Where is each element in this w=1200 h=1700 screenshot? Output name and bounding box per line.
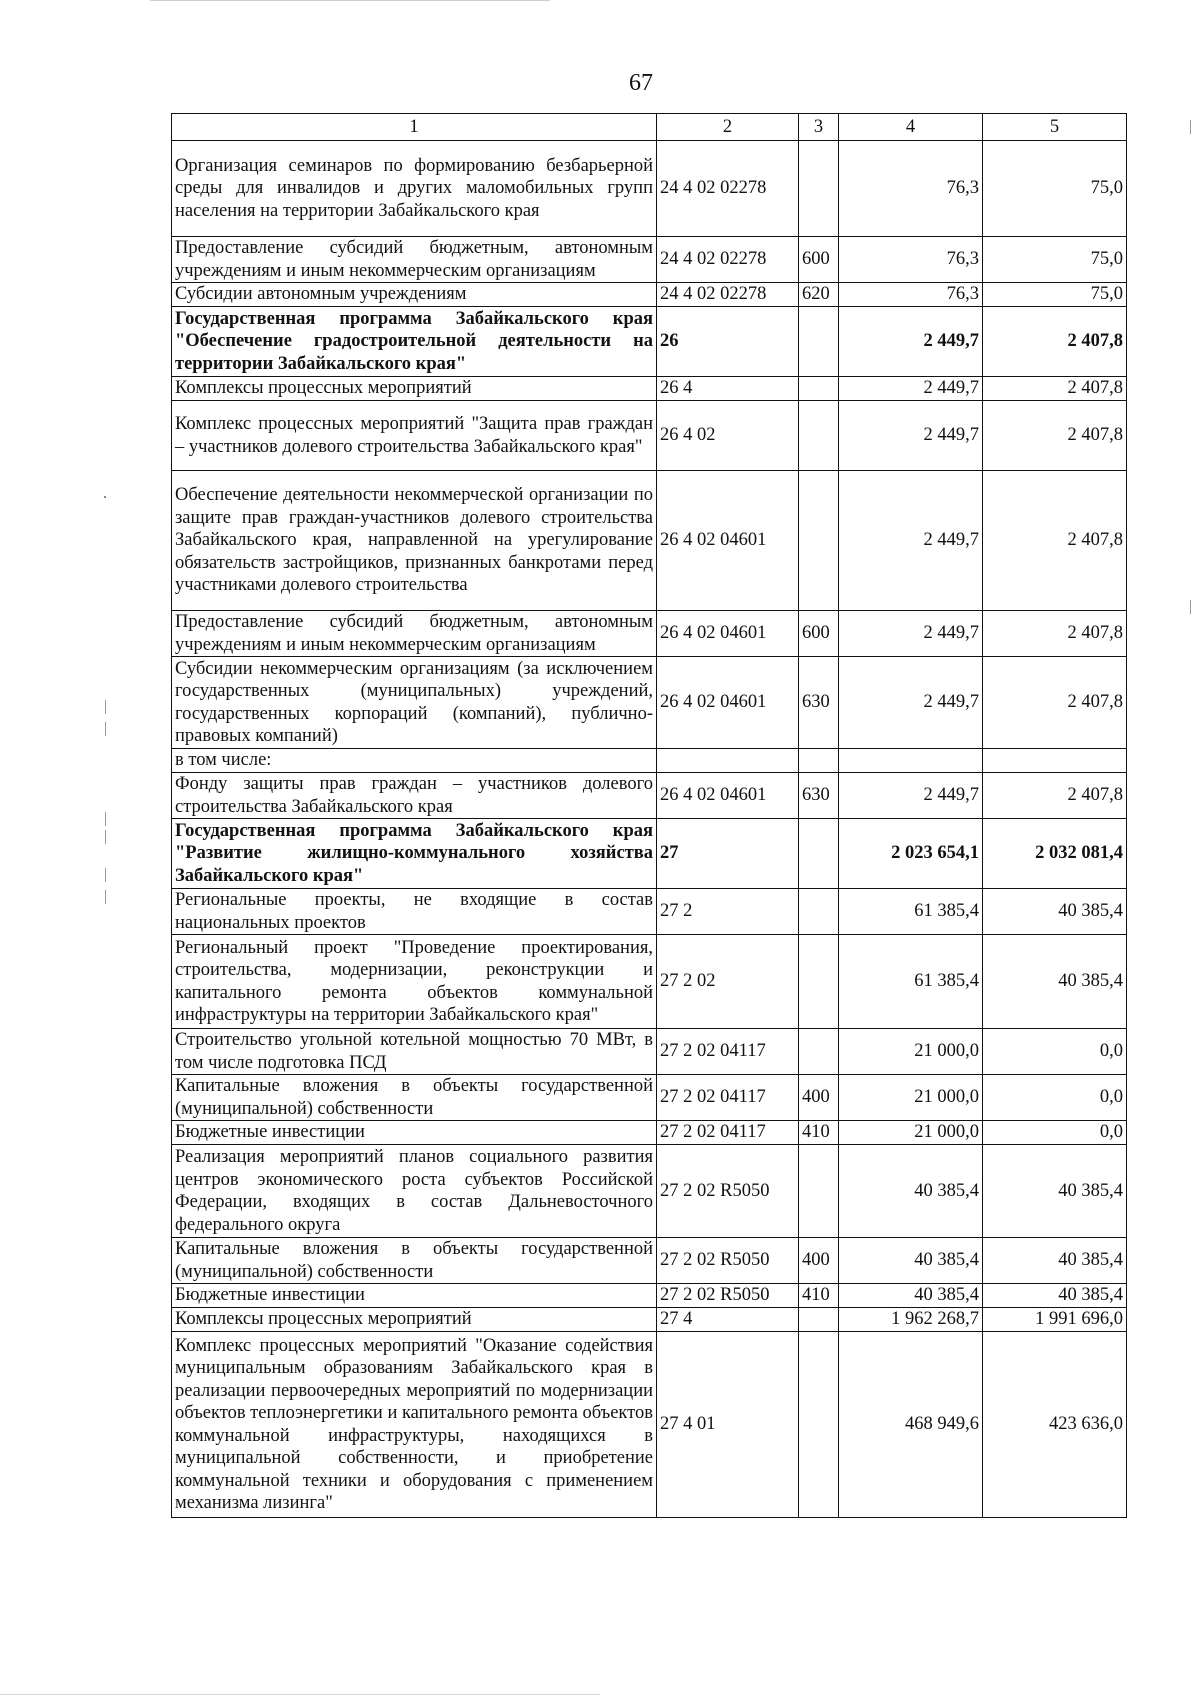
- row-amount-col4: 21 000,0: [839, 1121, 983, 1145]
- row-amount-col5: 75,0: [983, 237, 1127, 283]
- row-amount-col5: 2 407,8: [983, 657, 1127, 749]
- table-row: [172, 237, 1127, 283]
- row-name: Субсидии автономным учреждениям: [172, 283, 657, 307]
- budget-table: [171, 113, 1127, 1518]
- row-expense-type: 400: [799, 1238, 839, 1284]
- row-name: Капитальные вложения в объекты государственной (муниципальной) собственности: [172, 1075, 657, 1121]
- row-expense-type: 410: [799, 1284, 839, 1308]
- row-amount-col5: 40 385,4: [983, 1145, 1127, 1238]
- table-row: [172, 819, 1127, 889]
- row-amount-col5: 75,0: [983, 141, 1127, 237]
- row-amount-col4: 61 385,4: [839, 935, 983, 1029]
- table-row: [172, 307, 1127, 377]
- row-amount-col5: 0,0: [983, 1029, 1127, 1075]
- row-expense-type: 620: [799, 283, 839, 307]
- row-name: в том числе:: [172, 749, 657, 773]
- row-amount-col4: 40 385,4: [839, 1238, 983, 1284]
- table-row: [172, 1145, 1127, 1238]
- row-expense-type: [799, 1308, 839, 1332]
- row-expense-type: [799, 141, 839, 237]
- scan-speck: [104, 496, 106, 498]
- row-amount-col5: 2 407,8: [983, 377, 1127, 401]
- row-name: Бюджетные инвестиции: [172, 1284, 657, 1308]
- row-amount-col4: 2 449,7: [839, 377, 983, 401]
- row-amount-col4: 2 449,7: [839, 307, 983, 377]
- table-row: [172, 1308, 1127, 1332]
- header-col-3: 3: [799, 114, 839, 141]
- table-row: [172, 889, 1127, 935]
- row-code: 27 2 02: [657, 935, 799, 1029]
- row-code: 24 4 02 02278: [657, 283, 799, 307]
- row-amount-col5: 1 991 696,0: [983, 1308, 1127, 1332]
- row-amount-col5: 2 032 081,4: [983, 819, 1127, 889]
- row-code: 26: [657, 307, 799, 377]
- row-code: 27 2 02 04117: [657, 1029, 799, 1075]
- row-amount-col4: 2 449,7: [839, 657, 983, 749]
- row-code: 24 4 02 02278: [657, 237, 799, 283]
- row-amount-col4: 76,3: [839, 141, 983, 237]
- table-row: [172, 471, 1127, 611]
- row-amount-col4: 2 449,7: [839, 611, 983, 657]
- row-name: Государственная программа Забайкальского края "Обеспечение градостроительной деятельности на территории Забайкальского края": [172, 307, 657, 377]
- row-code: 24 4 02 02278: [657, 141, 799, 237]
- row-amount-col4: 76,3: [839, 283, 983, 307]
- table-row: [172, 377, 1127, 401]
- scan-speck: [105, 700, 106, 714]
- table-row: [172, 141, 1127, 237]
- row-name: Строительство угольной котельной мощностью 70 МВт, в том числе подготовка ПСД: [172, 1029, 657, 1075]
- row-code: 27 2: [657, 889, 799, 935]
- row-amount-col4: 61 385,4: [839, 889, 983, 935]
- row-expense-type: [799, 819, 839, 889]
- row-amount-col5: 40 385,4: [983, 1238, 1127, 1284]
- row-name: Обеспечение деятельности некоммерческой организации по защите прав граждан-участников долевого строительства Забайкальского края, направленной на урегулирование обязательств застройщиков, признанных банкротами перед участниками долевого строительства: [172, 471, 657, 611]
- row-amount-col4: 21 000,0: [839, 1075, 983, 1121]
- row-amount-col4: 2 449,7: [839, 401, 983, 471]
- row-amount-col5: 0,0: [983, 1121, 1127, 1145]
- table-row: [172, 935, 1127, 1029]
- row-amount-col4: 76,3: [839, 237, 983, 283]
- table-row: [172, 1238, 1127, 1284]
- row-amount-col4: 2 023 654,1: [839, 819, 983, 889]
- row-amount-col5: [983, 749, 1127, 773]
- row-amount-col5: 2 407,8: [983, 773, 1127, 819]
- budget-table-body: [172, 114, 1127, 1518]
- header-col-1: 1: [172, 114, 657, 141]
- row-code: 27 2 02 04117: [657, 1121, 799, 1145]
- row-code: 27: [657, 819, 799, 889]
- row-expense-type: [799, 1332, 839, 1518]
- scan-speck: [105, 812, 106, 826]
- row-amount-col5: 2 407,8: [983, 611, 1127, 657]
- table-row: [172, 1332, 1127, 1518]
- row-amount-col4: [839, 749, 983, 773]
- row-expense-type: [799, 749, 839, 773]
- row-name: Региональный проект "Проведение проектирования, строительства, модернизации, реконструкции и капитального ремонта объектов коммунальной инфраструктуры на территории Забайкальского края": [172, 935, 657, 1029]
- row-amount-col5: 40 385,4: [983, 889, 1127, 935]
- row-expense-type: 630: [799, 773, 839, 819]
- row-amount-col5: 75,0: [983, 283, 1127, 307]
- table-row: [172, 657, 1127, 749]
- row-amount-col5: 0,0: [983, 1075, 1127, 1121]
- scan-edge-bottom: [0, 1694, 600, 1695]
- row-name: Предоставление субсидий бюджетным, автономным учреждениям и иным некоммерческим организациям: [172, 611, 657, 657]
- row-name: Организация семинаров по формированию безбарьерной среды для инвалидов и других маломобильных групп населения на территории Забайкальского края: [172, 141, 657, 237]
- row-expense-type: [799, 377, 839, 401]
- table-row: [172, 1284, 1127, 1308]
- table-row: [172, 773, 1127, 819]
- row-name: Комплексы процессных мероприятий: [172, 1308, 657, 1332]
- row-name: Бюджетные инвестиции: [172, 1121, 657, 1145]
- row-amount-col4: 1 962 268,7: [839, 1308, 983, 1332]
- table-row: [172, 1029, 1127, 1075]
- row-name: Предоставление субсидий бюджетным, автономным учреждениям и иным некоммерческим организациям: [172, 237, 657, 283]
- row-code: 26 4 02 04601: [657, 611, 799, 657]
- row-name: Капитальные вложения в объекты государственной (муниципальной) собственности: [172, 1238, 657, 1284]
- header-col-4: 4: [839, 114, 983, 141]
- table-row: [172, 401, 1127, 471]
- row-expense-type: 630: [799, 657, 839, 749]
- row-name: Фонду защиты прав граждан – участников долевого строительства Забайкальского края: [172, 773, 657, 819]
- row-expense-type: [799, 307, 839, 377]
- header-col-2: 2: [657, 114, 799, 141]
- row-amount-col5: 2 407,8: [983, 471, 1127, 611]
- row-amount-col4: 40 385,4: [839, 1145, 983, 1238]
- row-code: 26 4 02 04601: [657, 773, 799, 819]
- row-expense-type: 400: [799, 1075, 839, 1121]
- page-number: 67: [629, 70, 653, 96]
- row-code: 26 4 02 04601: [657, 657, 799, 749]
- row-code: [657, 749, 799, 773]
- row-code: 27 2 02 R5050: [657, 1145, 799, 1238]
- row-code: 27 2 02 04117: [657, 1075, 799, 1121]
- scan-speck: [105, 890, 106, 904]
- row-code: 27 4 01: [657, 1332, 799, 1518]
- scan-speck: [1190, 120, 1191, 134]
- row-name: Комплексы процессных мероприятий: [172, 377, 657, 401]
- row-expense-type: [799, 471, 839, 611]
- row-amount-col4: 40 385,4: [839, 1284, 983, 1308]
- table-row: [172, 749, 1127, 773]
- scan-speck: [105, 830, 106, 844]
- row-expense-type: 600: [799, 611, 839, 657]
- row-amount-col5: 2 407,8: [983, 307, 1127, 377]
- row-name: Государственная программа Забайкальского края "Развитие жилищно-коммунального хозяйства Забайкальского края": [172, 819, 657, 889]
- row-amount-col4: 468 949,6: [839, 1332, 983, 1518]
- row-amount-col4: 2 449,7: [839, 471, 983, 611]
- row-code: 26 4 02: [657, 401, 799, 471]
- row-name: Субсидии некоммерческим организациям (за исключением государственных (муниципальных) учреждений, государственных корпораций (компаний), публично-правовых компаний): [172, 657, 657, 749]
- row-amount-col5: 40 385,4: [983, 935, 1127, 1029]
- scan-speck: [105, 868, 106, 882]
- row-amount-col5: 2 407,8: [983, 401, 1127, 471]
- table-header-row: [172, 114, 1127, 141]
- row-expense-type: [799, 935, 839, 1029]
- row-name: Региональные проекты, не входящие в состав национальных проектов: [172, 889, 657, 935]
- row-expense-type: 410: [799, 1121, 839, 1145]
- row-code: 26 4 02 04601: [657, 471, 799, 611]
- table-row: [172, 283, 1127, 307]
- scan-edge-top: [150, 0, 550, 1]
- row-name: Реализация мероприятий планов социального развития центров экономического роста субъектов Российской Федерации, входящих в состав Дальневосточного федерального округа: [172, 1145, 657, 1238]
- table-row: [172, 1121, 1127, 1145]
- row-code: 27 2 02 R5050: [657, 1284, 799, 1308]
- row-code: 26 4: [657, 377, 799, 401]
- row-expense-type: [799, 889, 839, 935]
- row-code: 27 2 02 R5050: [657, 1238, 799, 1284]
- row-expense-type: [799, 1145, 839, 1238]
- row-expense-type: [799, 401, 839, 471]
- row-amount-col5: 40 385,4: [983, 1284, 1127, 1308]
- table-row: [172, 1075, 1127, 1121]
- scan-speck: [105, 722, 106, 736]
- table-row: [172, 611, 1127, 657]
- row-amount-col4: 2 449,7: [839, 773, 983, 819]
- row-name: Комплекс процессных мероприятий "Защита прав граждан – участников долевого строительства Забайкальского края": [172, 401, 657, 471]
- row-name: Комплекс процессных мероприятий "Оказание содействия муниципальным образованиям Забайкальского края в реализации первоочередных мероприятий по модернизации объектов теплоэнергетики и капитального ремонта объектов коммунальной инфраструктуры, находящихся в муниципальной собственности, и приобретение коммунальной техники и оборудования с применением механизма лизинга": [172, 1332, 657, 1518]
- header-col-5: 5: [983, 114, 1127, 141]
- row-expense-type: [799, 1029, 839, 1075]
- scan-speck: [1190, 600, 1191, 614]
- row-expense-type: 600: [799, 237, 839, 283]
- row-amount-col5: 423 636,0: [983, 1332, 1127, 1518]
- row-code: 27 4: [657, 1308, 799, 1332]
- row-amount-col4: 21 000,0: [839, 1029, 983, 1075]
